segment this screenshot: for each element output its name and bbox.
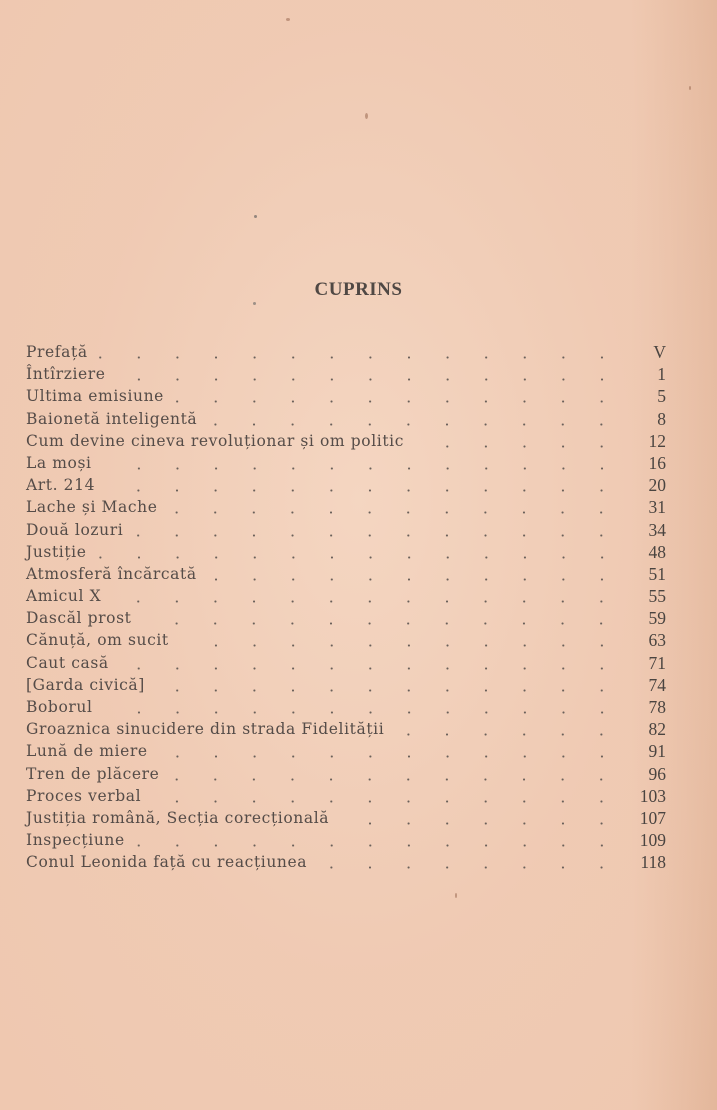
entry-title: Boborul [26, 698, 93, 716]
entry-title: Conul Leonida față cu reacțiunea [26, 853, 308, 872]
toc-entry[interactable] [26, 496, 666, 518]
toc-entry[interactable] [26, 851, 666, 873]
page-number: 20 [648, 475, 666, 496]
paper-speck [254, 215, 257, 218]
dot-leader [103, 711, 606, 714]
toc-entry[interactable] [26, 408, 666, 430]
toc-entry[interactable] [26, 430, 666, 452]
toc-entry[interactable] [26, 785, 666, 807]
entry-title: Inspecțiune [26, 831, 125, 850]
toc-entry[interactable] [26, 696, 666, 718]
toc-entry[interactable] [26, 718, 666, 740]
page-number: 107 [639, 807, 666, 828]
dot-leader [155, 689, 606, 692]
page-number: 74 [648, 674, 666, 695]
toc-entry[interactable] [26, 541, 666, 563]
dot-leader [111, 600, 606, 603]
entry-title: Lache și Mache [26, 498, 158, 517]
page-number: 16 [648, 452, 666, 473]
entry-title: [Garda civică] [26, 675, 145, 694]
dot-leader [167, 511, 606, 514]
page-number: 91 [648, 741, 666, 762]
dot-leader [98, 356, 606, 359]
page-number: 63 [648, 630, 666, 651]
toc-entry[interactable] [26, 740, 666, 762]
entry-title: Proces verbal [26, 786, 142, 805]
dot-leader [169, 778, 606, 781]
page-number: 31 [648, 497, 666, 518]
dot-leader [394, 733, 606, 736]
page-number: 1 [657, 364, 666, 385]
page-number: 51 [648, 563, 666, 584]
entry-title: Întîrziere [26, 365, 106, 384]
entry-title: Ultima emisiune [26, 387, 164, 406]
page-number: 109 [639, 830, 666, 851]
entry-title: Amicul X [26, 587, 102, 606]
dot-leader [102, 467, 606, 470]
entry-title: Caut casă [26, 653, 109, 672]
page-number: 103 [639, 785, 666, 806]
dot-leader [174, 400, 606, 403]
entry-title: Tren de plăcere [26, 764, 160, 783]
entry-title: Cum devine cineva revoluționar și om politic [26, 431, 404, 450]
entry-title: Groaznica sinucidere din strada Fidelității [26, 720, 385, 739]
page-number: 8 [657, 408, 666, 429]
dot-leader [97, 556, 607, 559]
entry-title: Cănuță, om sucit [26, 631, 169, 650]
dot-leader [414, 445, 606, 448]
page-number: 96 [648, 763, 666, 784]
page-number: 55 [648, 586, 666, 607]
toc-entry[interactable] [26, 474, 666, 496]
entry-title: Justiție [26, 542, 87, 561]
paper-speck [286, 18, 290, 21]
toc-entry[interactable] [26, 674, 666, 696]
dot-leader [158, 755, 606, 758]
toc-entry[interactable] [26, 519, 666, 541]
dot-leader [116, 378, 606, 381]
page-number: 118 [640, 852, 666, 873]
toc-entry[interactable] [26, 585, 666, 607]
page-number: 82 [648, 719, 666, 740]
dot-leader [317, 866, 606, 869]
dot-leader [339, 822, 606, 825]
dot-leader [207, 423, 606, 426]
toc-entry[interactable] [26, 563, 666, 585]
dot-leader [141, 622, 606, 625]
paper-speck [455, 893, 457, 898]
toc-entry[interactable] [26, 629, 666, 651]
page-number: 59 [648, 608, 666, 629]
entry-title: Atmosferă încărcată [26, 564, 197, 583]
entry-title: La moși [26, 453, 92, 472]
toc-entry[interactable] [26, 829, 666, 851]
entry-title: Art. 214 [26, 476, 96, 495]
page-title: CUPRINS [314, 278, 403, 300]
toc-entry[interactable] [26, 807, 666, 829]
paper-speck [253, 302, 256, 305]
page-number: 71 [648, 652, 666, 673]
entry-title: Baionetă inteligentă [26, 409, 198, 428]
toc-entry[interactable] [26, 341, 666, 363]
page-number: 78 [648, 697, 666, 717]
dot-leader [105, 489, 606, 492]
dot-leader [179, 644, 606, 647]
toc-entry[interactable] [26, 385, 666, 407]
entry-title: Dascăl prost [26, 609, 132, 628]
entry-title: Prefață [26, 343, 88, 361]
page-number: 48 [648, 541, 666, 562]
dot-leader [207, 578, 606, 581]
toc-entry[interactable] [26, 607, 666, 629]
toc-entry[interactable] [26, 363, 666, 385]
entry-title: Justiția română, Secția corecțională [26, 808, 330, 827]
entry-title: Două lozuri [26, 520, 124, 539]
paper-speck [365, 113, 368, 119]
dot-leader [135, 844, 606, 847]
dot-leader [119, 667, 606, 670]
page-number: 5 [657, 386, 666, 407]
dot-leader [133, 534, 606, 537]
dot-leader [151, 800, 606, 803]
page-number: 12 [648, 430, 666, 451]
page-number: 34 [648, 519, 666, 540]
page-number: V [653, 342, 666, 362]
paper-speck [689, 86, 691, 90]
toc-entry[interactable] [26, 652, 666, 674]
toc-entry[interactable] [26, 763, 666, 785]
table-of-contents [26, 341, 666, 874]
entry-title: Lună de miere [26, 742, 148, 761]
toc-entry[interactable] [26, 452, 666, 474]
